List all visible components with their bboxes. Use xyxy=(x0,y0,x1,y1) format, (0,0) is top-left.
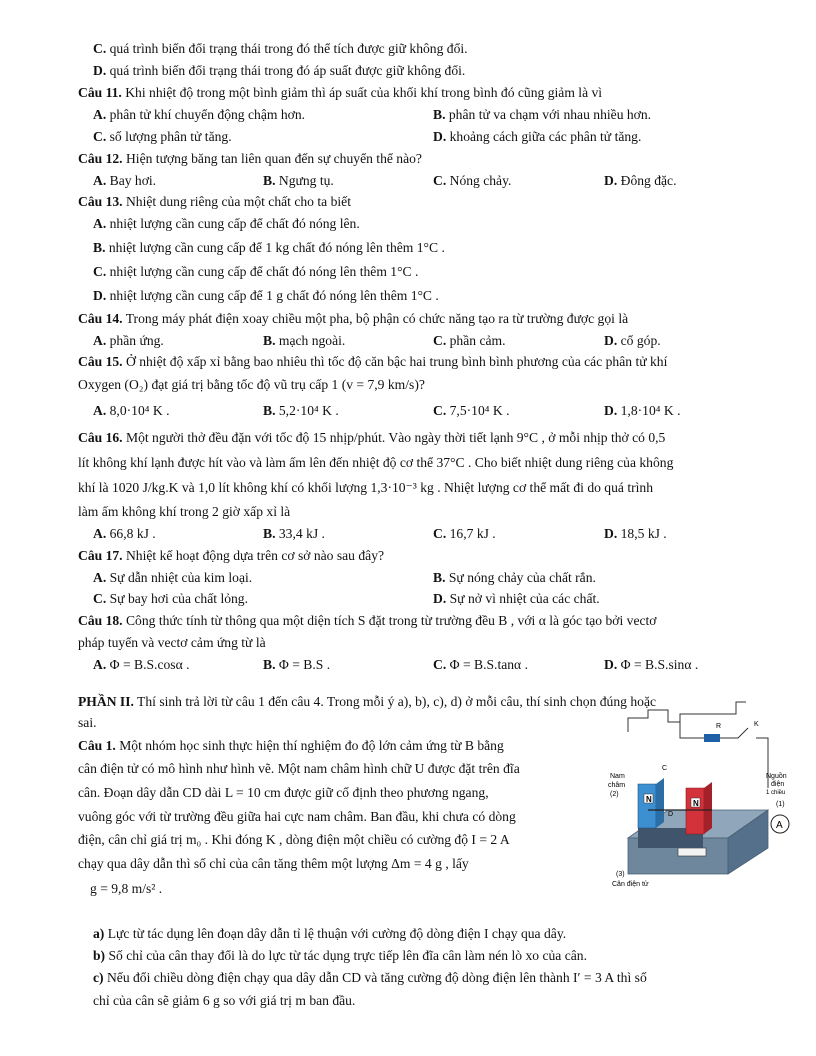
magnet-pole-n xyxy=(686,788,704,834)
q10-option-c: C. quá trình biến đổi trạng thái trong đó thể tích được giữ không đổi. xyxy=(93,41,468,56)
part2-heading-line-2: sai. xyxy=(78,715,97,730)
p2q1-line-1: Câu 1. Một nhóm học sinh thực hiện thí nghiệm đo độ lớn cảm ứng từ B bằng xyxy=(78,738,504,753)
label-k: K xyxy=(754,721,759,728)
p2q1-line-7: g = 9,8 m/s² . xyxy=(90,881,163,896)
circuit-wire-resistor xyxy=(680,722,704,738)
q15-option-a: A. 8,0·10⁴ K . xyxy=(93,403,170,418)
p2q1-line-5: điện, cân chỉ giá trị m₀ . Khi đóng K , dòng điện một chiều có cường độ I = 2 A xyxy=(78,832,510,847)
q15-option-d: D. 1,8·10⁴ K . xyxy=(604,403,681,418)
label-nguon: Nguồn xyxy=(766,773,787,780)
q12-option-c: C. Nóng chảy. xyxy=(433,173,512,188)
label-dien: điện xyxy=(771,781,785,788)
electronic-balance-figure xyxy=(608,698,800,908)
magnet-pole-s-side xyxy=(656,778,664,828)
p2q1-line-3: cân. Đoạn dây dẫn CD dài L = 10 cm được giữ cố định theo phương ngang, xyxy=(78,785,489,800)
q13-option-c: C. nhiệt lượng cần cung cấp để chất đó nóng lên thêm 1°C . xyxy=(93,264,419,279)
q11-option-d: D. khoảng cách giữa các phân tử tăng. xyxy=(433,129,642,144)
resistor-icon xyxy=(704,734,720,742)
label-r: R xyxy=(716,723,722,730)
q12-option-d: D. Đông đặc. xyxy=(604,173,677,188)
q16-option-a: A. 66,8 kJ . xyxy=(93,526,156,541)
q17-option-a: A. Sự dẫn nhiệt của kim loại. xyxy=(93,570,253,585)
p2q1-statement-c-cont: chỉ của cân sẽ giảm 6 g so với giá trị m ban đầu. xyxy=(93,993,356,1008)
balance-display xyxy=(678,848,706,856)
q11-option-b: B. phân tử va chạm với nhau nhiều hơn. xyxy=(433,107,652,122)
q18-stem-line-2: pháp tuyến và vectơ cảm ứng từ là xyxy=(78,635,266,650)
circuit-wire-left xyxy=(628,710,708,732)
q11-option-c: C. số lượng phân tử tăng. xyxy=(93,129,232,144)
q17-option-c: C. Sự bay hơi của chất lỏng. xyxy=(93,591,249,606)
circuit-wire-right xyxy=(708,702,746,714)
q16-option-d: D. 18,5 kJ . xyxy=(604,526,667,541)
label-c: C xyxy=(662,765,668,772)
switch-icon xyxy=(720,728,748,738)
label-can: Cân điện tử xyxy=(612,881,649,888)
q18-option-b: B. Φ = B.S . xyxy=(263,657,331,672)
p2q1-line-4: vuông góc với từ trường đều giữa hai cực nam châm. Ban đầu, khi chưa có dòng xyxy=(78,809,516,824)
q18-option-d: D. Φ = B.S.sinα . xyxy=(604,657,699,672)
q13-option-a: A. nhiệt lượng cần cung cấp để chất đó nóng lên. xyxy=(93,216,360,231)
p2q1-statement-b: b) Số chỉ của cân thay đổi là do lực từ tác dụng trực tiếp lên đĩa cân làm nén lò xo của cân. xyxy=(93,948,587,963)
q13-option-d: D. nhiệt lượng cần cung cấp để 1 g chất đó nóng lên thêm 1°C . xyxy=(93,288,439,303)
magnet-pole-n-side xyxy=(704,782,712,834)
label-a: A xyxy=(776,820,783,831)
q15-option-c: C. 7,5·10⁴ K . xyxy=(433,403,510,418)
p2q1-line-2: cân điện tử có mô hình như hình vẽ. Một nam châm hình chữ U được đặt trên đĩa xyxy=(78,761,520,776)
q16-stem-line-2: lít không khí lạnh được hít vào và làm ấm lên đến nhiệt độ cơ thể 37°C . Cho biết nhiệt dung riêng của không xyxy=(78,455,674,470)
q16-option-b: B. 33,4 kJ . xyxy=(263,526,325,541)
q18-option-c: C. Φ = B.S.tanα . xyxy=(433,657,528,672)
q13-stem: Câu 13. Nhiệt dung riêng của một chất cho ta biết xyxy=(78,194,351,209)
q15-stem-line-2: Oxygen (O₂) đạt giá trị bằng tốc độ vũ trụ cấp 1 (v = 7,9 km/s)? xyxy=(78,377,425,392)
q18-option-a: A. Φ = B.S.cosα . xyxy=(93,657,190,672)
p2q1-line-6: chạy qua dây dẫn thì số chỉ của cân tăng thêm một lượng Δm = 4 g , lấy xyxy=(78,856,469,871)
p2q1-statement-a: a) Lực từ tác dụng lên đoạn dây dẫn tỉ lệ thuận với cường độ dòng điện I chạy qua dây. xyxy=(93,926,567,941)
q12-option-a: A. Bay hơi. xyxy=(93,173,157,188)
label-1-chieu: 1 chiều xyxy=(766,790,786,796)
q10-option-d: D. quá trình biến đổi trạng thái trong đó áp suất được giữ không đổi. xyxy=(93,63,466,78)
q17-option-b: B. Sự nóng chảy của chất rắn. xyxy=(433,570,596,585)
label-nam: Nam xyxy=(610,773,625,780)
q12-option-b: B. Ngưng tụ. xyxy=(263,173,334,188)
q16-stem-line-3: khí là 1020 J/kg.K và 1,0 lít không khí có khối lượng 1,3·10⁻³ kg . Nhiệt lượng cơ thể mất đi do quá trình xyxy=(78,480,654,495)
magnet-pole-s xyxy=(638,784,656,828)
label-3: (3) xyxy=(616,871,625,878)
part2-heading: PHẦN II. Thí sinh trả lời từ câu 1 đến câu 4. Trong mỗi ý a), b), c), d) ở mỗi câu, thí sinh chọn đúng hoặc xyxy=(78,694,657,709)
q16-option-c: C. 16,7 kJ . xyxy=(433,526,496,541)
q14-option-d: D. cổ góp. xyxy=(604,333,661,348)
q14-option-a: A. phần ứng. xyxy=(93,333,164,348)
circuit-wire-source xyxy=(756,738,768,788)
q14-option-c: C. phần cảm. xyxy=(433,333,506,348)
q12-stem: Câu 12. Hiện tượng băng tan liên quan đến sự chuyển thể nào? xyxy=(78,151,422,166)
label-n-pole: N xyxy=(693,799,699,808)
q17-option-d: D. Sự nở vì nhiệt của các chất. xyxy=(433,591,600,606)
label-2: (2) xyxy=(610,791,619,798)
q17-stem: Câu 17. Nhiệt kế hoạt động dựa trên cơ sở nào sau đây? xyxy=(78,548,385,563)
label-s-pole: N xyxy=(646,795,652,804)
label-d: D xyxy=(668,811,674,818)
q13-option-b: B. nhiệt lượng cần cung cấp để 1 kg chất đó nóng lên thêm 1°C . xyxy=(93,240,445,255)
p2q1-statement-c: c) Nếu đổi chiều dòng điện chạy qua dây dẫn CD và tăng cường độ dòng điện lên thành I′ = 3 A thì số xyxy=(93,970,647,985)
q16-stem-line-4: làm ấm không khí trong 2 giờ xấp xỉ là xyxy=(78,504,291,519)
q15-stem-line-1: Câu 15. Ở nhiệt độ xấp xỉ bằng bao nhiêu thì tốc độ căn bậc hai trung bình bình phương của các phân tử khí xyxy=(78,354,668,369)
q15-option-b: B. 5,2·10⁴ K . xyxy=(263,403,339,418)
label-cham: châm xyxy=(608,782,626,789)
q14-option-b: B. mạch ngoài. xyxy=(263,333,346,348)
q11-option-a: A. phân tử khí chuyển động chậm hơn. xyxy=(93,107,306,122)
q16-stem-line-1: Câu 16. Một người thở đều đặn với tốc độ 15 nhịp/phút. Vào ngày thời tiết lạnh 9°C , ở mỗi nhịp thở có 0,5 xyxy=(78,430,666,445)
label-1: (1) xyxy=(776,801,785,808)
q14-stem: Câu 14. Trong máy phát điện xoay chiều một pha, bộ phận có chức năng tạo ra từ trường được gọi là xyxy=(78,311,629,326)
q18-stem-line-1: Câu 18. Công thức tính từ thông qua một diện tích S đặt trong từ trường đều B , với α là góc tạo bởi vectơ xyxy=(78,613,657,628)
q11-stem: Câu 11. Khi nhiệt độ trong một bình giảm thì áp suất của khối khí trong bình đó cũng giảm là vì xyxy=(78,85,603,100)
